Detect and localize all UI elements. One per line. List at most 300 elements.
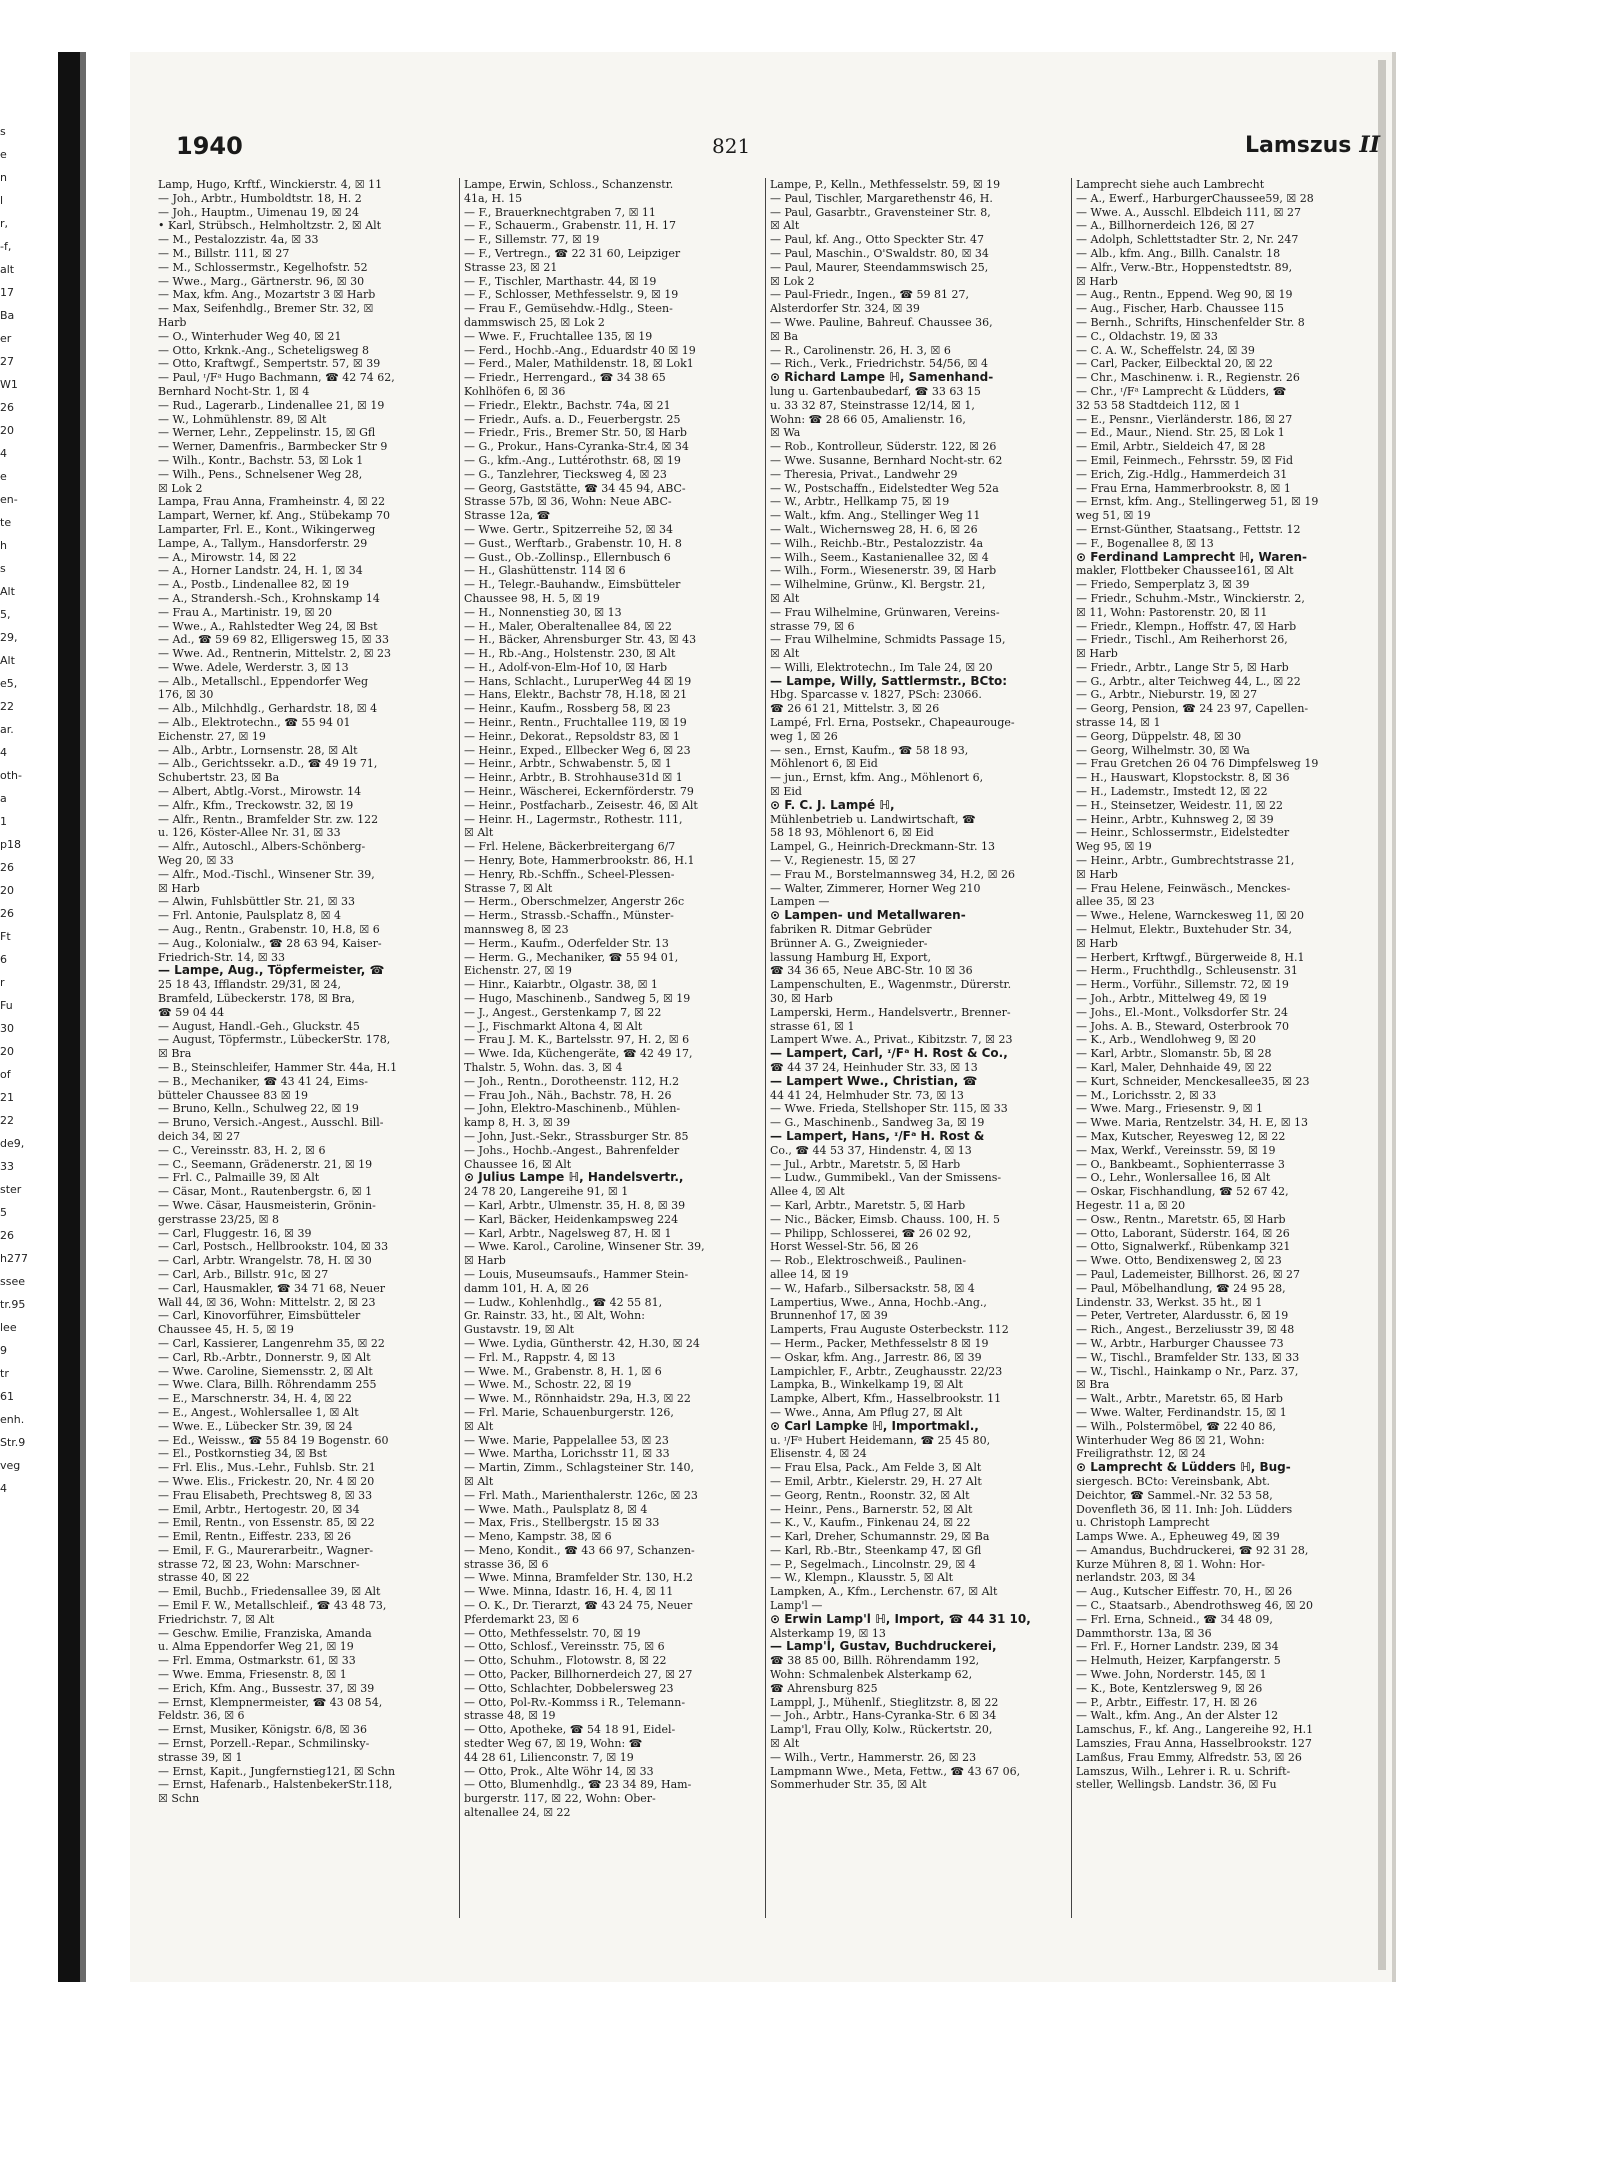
directory-entry: Lamszus, Wilh., Lehrer i. R. u. Schrift- bbox=[1076, 1764, 1291, 1778]
directory-entry: — W., Arbtr., Hellkamp 75, ☒ 19 bbox=[770, 495, 950, 509]
directory-entry: Lampel, G., Heinrich-Dreckmann-Str. 13 bbox=[770, 840, 995, 854]
directory-entry: — W., Postschaffn., Eidelstedter Weg 52a bbox=[770, 481, 999, 495]
directory-entry: • Karl, Strübsch., Helmholtzstr. 2, ☒ Alt bbox=[158, 219, 382, 233]
directory-entry: — Nic., Bäcker, Eimsb. Chauss. 100, H. 5 bbox=[770, 1212, 1000, 1226]
directory-entry: — Wwe. Emma, Friesenstr. 8, ☒ 1 bbox=[158, 1668, 347, 1682]
directory-entry: — Lamp'l, Gustav, Buchdruckerei, bbox=[770, 1640, 997, 1654]
directory-entry: — C., Seemann, Grädenerstr. 21, ☒ 19 bbox=[158, 1157, 373, 1171]
directory-entry: — Johs., El.-Mont., Volksdorfer Str. 24 bbox=[1076, 1005, 1289, 1019]
directory-entry: — Frau J. M. K., Bartelsstr. 97, H. 2, ☒ 6 bbox=[464, 1033, 690, 1047]
directory-entry: Möhlenort 6, ☒ Eid bbox=[770, 757, 878, 771]
directory-entry: — Frau F., Gemüsehdw.-Hdlg., Steen- bbox=[464, 302, 673, 316]
directory-entry: — Otto, Krknk.-Ang., Scheteligsweg 8 bbox=[158, 343, 370, 357]
directory-entry: — Wwe. Caroline, Siemensstr. 2, ☒ Alt bbox=[158, 1364, 373, 1378]
directory-entry: — Friedr., Arbtr., Lange Str 5, ☒ Harb bbox=[1076, 660, 1289, 674]
column-rule bbox=[459, 178, 460, 1918]
book-spine bbox=[58, 52, 80, 1982]
directory-entry: — Wwe. M., Rönnhaidstr. 29a, H.3, ☒ 22 bbox=[464, 1392, 691, 1406]
directory-entry: — Georg, Pension, ☎ 24 23 97, Capellen- bbox=[1076, 702, 1309, 716]
directory-entry: — Karl, Bäcker, Heidenkampsweg 224 bbox=[464, 1212, 679, 1226]
directory-entry: ☒ Ba bbox=[770, 329, 798, 343]
directory-entry: — Alb., Milchhdlg., Gerhardstr. 18, ☒ 4 bbox=[158, 702, 378, 716]
directory-entry: — J., Angest., Gerstenkamp 7, ☒ 22 bbox=[464, 1005, 662, 1019]
facing-page-fragment: 4 bbox=[0, 746, 7, 759]
directory-entry: — Ernst, Hafenarb., HalstenbekerStr.118, bbox=[158, 1778, 393, 1792]
directory-entry: — Wwe. Maria, Rentzelstr. 34, H. E, ☒ 13 bbox=[1076, 1116, 1309, 1130]
directory-entry: — Wwe. Otto, Bendixensweg 2, ☒ 23 bbox=[1076, 1254, 1282, 1268]
directory-entry: — G., kfm.-Ang., Luttérothstr. 68, ☒ 19 bbox=[464, 453, 681, 467]
column-2 bbox=[464, 178, 760, 1918]
facing-page-fragment: r bbox=[0, 976, 5, 989]
directory-entry: — Wilh., Vertr., Hammerstr. 26, ☒ 23 bbox=[770, 1750, 977, 1764]
directory-entry: Lampmann Wwe., Meta, Fettw., ☎ 43 67 06, bbox=[770, 1764, 1021, 1778]
directory-entry: — Wwe. A., Ausschl. Elbdeich 111, ☒ 27 bbox=[1076, 205, 1301, 219]
directory-entry: strasse 72, ☒ 23, Wohn: Marschner- bbox=[158, 1557, 360, 1571]
facing-page-fragment: enh. bbox=[0, 1413, 25, 1426]
directory-entry: — Heinr., Dekorat., Repsoldstr 83, ☒ 1 bbox=[464, 729, 680, 743]
directory-entry: — Heinr., Arbtr., Kuhnsweg 2, ☒ 39 bbox=[1076, 812, 1274, 826]
directory-entry: Lampichler, F., Arbtr., Zeughausstr. 22/23 bbox=[770, 1364, 1003, 1378]
directory-entry: Eichenstr. 27, ☒ 19 bbox=[464, 964, 572, 978]
directory-entry: ☎ 38 85 00, Billh. Röhrendamm 192, bbox=[770, 1654, 980, 1668]
directory-entry: 176, ☒ 30 bbox=[158, 688, 214, 702]
directory-entry: — Paul, Maurer, Steendammswisch 25, bbox=[770, 260, 989, 274]
directory-entry: Lamszies, Frau Anna, Hasselbrookstr. 127 bbox=[1076, 1737, 1312, 1751]
directory-entry: ☒ Alt bbox=[770, 219, 800, 233]
directory-entry: — Frau Helene, Feinwäsch., Menckes- bbox=[1076, 881, 1291, 895]
directory-entry: ⊙ Lampen- und Metallwaren- bbox=[770, 909, 966, 923]
directory-entry: Weg 95, ☒ 19 bbox=[1076, 840, 1152, 854]
directory-entry: — Wwe. Gertr., Spitzerreihe 52, ☒ 34 bbox=[464, 522, 674, 536]
facing-page-fragment: h277 bbox=[0, 1252, 28, 1265]
directory-entry: Dovenfleth 36, ☒ 11. Inh: Joh. Lüdders bbox=[1076, 1502, 1293, 1516]
directory-entry: — Heinr., Arbtr., Gumbrechtstrasse 21, bbox=[1076, 854, 1295, 868]
directory-entry: — Heinr., Kaufm., Rossberg 58, ☒ 23 bbox=[464, 702, 671, 716]
directory-entry: — Wwe. Susanne, Bernhard Nocht-str. 62 bbox=[770, 453, 1003, 467]
directory-entry: — Amandus, Buchdruckerei, ☎ 92 31 28, bbox=[1076, 1543, 1309, 1557]
directory-entry: — Wwe., Helene, Warnckesweg 11, ☒ 20 bbox=[1076, 909, 1304, 923]
directory-entry: — K., V., Kaufm., Finkenau 24, ☒ 22 bbox=[770, 1516, 971, 1530]
facing-page-fragment: n bbox=[0, 171, 7, 184]
directory-entry: — C., Oldachstr. 19, ☒ 33 bbox=[1076, 329, 1218, 343]
directory-entry: — Paul, Maschin., O'Swaldstr. 80, ☒ 34 bbox=[770, 246, 989, 260]
directory-entry: Deichtor, ☎ Sammel.-Nr. 32 53 58, bbox=[1076, 1488, 1273, 1502]
page-header bbox=[176, 132, 1380, 166]
directory-entry: — Otto, Kraftwgf., Sempertstr. 57, ☒ 39 bbox=[158, 357, 381, 371]
directory-entry: — P., Segelmach., Lincolnstr. 29, ☒ 4 bbox=[770, 1557, 976, 1571]
directory-entry: Harb bbox=[158, 315, 187, 329]
directory-entry: — Wwe. Ida, Küchengerätе, ☎ 42 49 17, bbox=[464, 1047, 693, 1061]
directory-entry: ☒ Harb bbox=[1076, 647, 1118, 661]
directory-entry: — Paul, Tischler, Margarethenstr 46, H. bbox=[770, 191, 993, 205]
directory-entry: — Walt., kfm. Ang., An der Alster 12 bbox=[1076, 1709, 1279, 1723]
directory-entry: altenallee 24, ☒ 22 bbox=[464, 1806, 571, 1820]
facing-page-fragment: Alt bbox=[0, 585, 15, 598]
facing-page-fragments bbox=[0, 120, 28, 1940]
directory-entry: — Heinr., Schlossermstr., Eidelstedter bbox=[1076, 826, 1290, 840]
column-3 bbox=[770, 178, 1066, 1918]
directory-entry: ☎ 44 37 24, Heinhuder Str. 33, ☒ 13 bbox=[770, 1061, 978, 1074]
directory-entry: — A., Strandersh.-Sch., Krohnskamp 14 bbox=[158, 591, 380, 605]
directory-entry: — H., Glashüttenstr. 114 ☒ 6 bbox=[464, 564, 626, 578]
directory-entry: — John, Just.-Sekr., Strassburger Str. 85 bbox=[464, 1129, 689, 1143]
facing-page-fragment: Fu bbox=[0, 999, 13, 1012]
facing-page-fragment: 5, bbox=[0, 608, 11, 621]
directory-entry: u. Christoph Lamprecht bbox=[1076, 1516, 1210, 1530]
directory-entry: — Ad., ☎ 59 69 82, Elligersweg 15, ☒ 33 bbox=[158, 633, 389, 647]
directory-entry: burgerstr. 117, ☒ 22, Wohn: Ober- bbox=[464, 1792, 656, 1806]
directory-entry: 30, ☒ Harb bbox=[770, 992, 833, 1006]
directory-entry: Elisenstr. 4, ☒ 24 bbox=[770, 1447, 867, 1461]
directory-entry: — Martin, Zimm., Schlagsteiner Str. 140, bbox=[464, 1461, 694, 1475]
directory-entry: Lindenstr. 33, Werkst. 35 ht., ☒ 1 bbox=[1076, 1295, 1263, 1309]
directory-entry: Strasse 23, ☒ 21 bbox=[464, 260, 558, 274]
directory-entry: — Aug., Kolonialw., ☎ 28 63 94, Kaiser- bbox=[158, 936, 382, 950]
directory-entry: — Otto, Signalwerkf., Rübenkamp 321 bbox=[1076, 1240, 1291, 1254]
directory-entry: — Rob., Elektroschweiß., Paulinen- bbox=[770, 1254, 967, 1268]
directory-entry: ☒ Harb bbox=[158, 881, 200, 895]
directory-entry: — Wwe. Lydia, Güntherstr. 42, H.30, ☒ 24 bbox=[464, 1336, 700, 1350]
directory-entry: — Emil, Arbtr., Kielerstr. 29, H. 27 Alt bbox=[770, 1474, 982, 1488]
facing-page-fragment: 20 bbox=[0, 424, 14, 437]
directory-entry: — W., Tischl., Bramfelder Str. 133, ☒ 33 bbox=[1076, 1350, 1300, 1364]
running-head: Lamszus II bbox=[1244, 132, 1380, 158]
directory-entry: — jun., Ernst, kfm. Ang., Möhlenort 6, bbox=[770, 771, 984, 785]
directory-entry: — Karl, Arbtr., Slomanstr. 5b, ☒ 28 bbox=[1076, 1047, 1272, 1061]
directory-entry: — Meno, Kondit., ☎ 43 66 97, Schanzen- bbox=[464, 1543, 695, 1557]
facing-page-fragment: 5 bbox=[0, 1206, 7, 1219]
directory-entry: Allee 4, ☒ Alt bbox=[770, 1185, 845, 1199]
directory-entry: — Heinr., Postfacharb., Zeisestr. 46, ☒ Alt bbox=[464, 798, 698, 812]
directory-entry: — Alfr., Mod.-Tischl., Winsener Str. 39, bbox=[158, 867, 375, 881]
directory-entry: — Carl, Arb., Billstr. 91c, ☒ 27 bbox=[158, 1267, 329, 1281]
directory-entry: — Alfr., Kfm., Treckowstr. 32, ☒ 19 bbox=[158, 798, 354, 812]
directory-entry: — F., Brauerknechtgraben 7, ☒ 11 bbox=[464, 205, 656, 219]
directory-entry: — Paul, Möbelhandlung, ☎ 24 95 28, bbox=[1076, 1281, 1286, 1295]
directory-entry: — Geschw. Emilie, Franziska, Amanda bbox=[158, 1626, 372, 1640]
directory-entry: — August, Handl.-Geh., Gluckstr. 45 bbox=[158, 1019, 360, 1033]
facing-page-fragment: tr 61 bbox=[0, 1367, 14, 1403]
directory-entry: — Emil F. W., Metallschleif., ☎ 43 48 73, bbox=[158, 1599, 387, 1613]
directory-entry: — Emil, F. G., Maurerarbeitr., Wagner- bbox=[158, 1543, 374, 1557]
directory-entry: — H., Telegr.-Bauhandw., Eimsbütteler bbox=[464, 578, 681, 592]
directory-entry: — H., Steinsetzer, Weidestr. 11, ☒ 22 bbox=[1076, 798, 1284, 812]
directory-entry: — Wwe. Pauline, Bahreuf. Chaussee 36, bbox=[770, 315, 993, 329]
directory-entry: — Paul, Gasarbtr., Gravensteiner Str. 8, bbox=[770, 205, 991, 219]
directory-entry: Kohlhöfen 6, ☒ 36 bbox=[464, 384, 566, 398]
directory-entry: — Alb., Gerichtssekr. a.D., ☎ 49 19 71, bbox=[158, 757, 378, 771]
directory-entry: — Wwe. Cäsar, Hausmeisterin, Grönin- bbox=[158, 1198, 376, 1212]
directory-entry: — Ernst, Musiker, Königstr. 6/8, ☒ 36 bbox=[158, 1723, 368, 1737]
facing-page-fragment: e bbox=[0, 148, 7, 161]
directory-entry: — Frau A., Martinistr. 19, ☒ 20 bbox=[158, 605, 333, 619]
directory-entry: — Kurt, Schneider, Menckesallee35, ☒ 23 bbox=[1076, 1074, 1310, 1088]
directory-entry: — Paul, Lademeister, Billhorst. 26, ☒ 27 bbox=[1076, 1267, 1301, 1281]
directory-entry: Strasse 12a, ☎ bbox=[464, 509, 551, 523]
directory-entry: strasse 48, ☒ 19 bbox=[464, 1709, 556, 1723]
facing-page-fragment: Ba bbox=[0, 309, 15, 322]
directory-entry: — H., Lademstr., Imstedt 12, ☒ 22 bbox=[1076, 785, 1268, 799]
directory-entry: Friedrichstr. 7, ☒ Alt bbox=[158, 1612, 275, 1626]
directory-entry: — Carl, Fluggestr. 16, ☒ 39 bbox=[158, 1226, 312, 1240]
facing-page-fragment: s bbox=[0, 125, 6, 138]
directory-entry: — A., Horner Landstr. 24, H. 1, ☒ 34 bbox=[158, 564, 363, 578]
directory-entry: — Aug., Rentn., Grabenstr. 10, H.8, ☒ 6 bbox=[158, 923, 380, 937]
directory-entry: u. 33 32 87, Steinstrasse 12/14, ☒ 1, bbox=[770, 398, 975, 412]
directory-entry: Wall 44, ☒ 36, Wohn: Mittelstr. 2, ☒ 23 bbox=[158, 1295, 376, 1309]
directory-entry: Thalstr. 5, Wohn. das. 3, ☒ 4 bbox=[464, 1061, 623, 1074]
directory-entry: ☎ 59 04 44 bbox=[158, 1005, 225, 1019]
directory-entry: — Aug., Kutscher Eiffestr. 70, H., ☒ 26 bbox=[1076, 1585, 1293, 1599]
directory-entry: gerstrasse 23/25, ☒ 8 bbox=[158, 1212, 280, 1226]
facing-page-fragment: p18 bbox=[0, 838, 21, 851]
directory-entry: Brunnenhof 17, ☒ 39 bbox=[770, 1309, 888, 1323]
directory-entry: 44 41 24, Helmhuder Str. 73, ☒ 13 bbox=[770, 1088, 964, 1102]
directory-entry: — Johs. A. B., Steward, Osterbrook 70 bbox=[1076, 1019, 1290, 1033]
facing-page-fragment: 1 bbox=[0, 815, 7, 828]
directory-entry: — Frau Erna, Hammerbrookstr. 8, ☒ 1 bbox=[1076, 481, 1291, 495]
directory-entry: Hegestr. 11 a, ☒ 20 bbox=[1076, 1198, 1186, 1212]
directory-entry: — Alwin, Fuhlsbüttler Str. 21, ☒ 33 bbox=[158, 895, 356, 909]
directory-entry: — Herm., Vorführ., Sillemstr. 72, ☒ 19 bbox=[1076, 978, 1289, 992]
directory-entry: — Henry, Rb.-Schffn., Scheel-Plessen- bbox=[464, 867, 675, 881]
column-rule bbox=[1071, 178, 1072, 1918]
directory-entry: — K., Arb., Wendlohweg 9, ☒ 20 bbox=[1076, 1033, 1257, 1047]
directory-entry: makler, Flottbeker Chaussee161, ☒ Alt bbox=[1076, 564, 1294, 578]
directory-entry: — Karl, Arbtr., Nagelsweg 87, H. ☒ 1 bbox=[464, 1226, 672, 1240]
directory-entry: dammswisch 25, ☒ Lok 2 bbox=[464, 315, 605, 329]
directory-entry: strasse 79, ☒ 6 bbox=[770, 619, 855, 633]
directory-entry: — Heinr., Wäscherei, Eckernförderstr. 79 bbox=[464, 785, 694, 799]
directory-entry: — Friedr., Elektr., Bachstr. 74a, ☒ 21 bbox=[464, 398, 671, 412]
directory-entry: — Otto, Laborant, Süderstr. 164, ☒ 26 bbox=[1076, 1226, 1290, 1240]
directory-entry: strasse 36, ☒ 6 bbox=[464, 1557, 549, 1571]
directory-entry: — Joh., Arbtr., Mittelweg 49, ☒ 19 bbox=[1076, 992, 1267, 1006]
directory-entry: — Wwe. John, Norderstr. 145, ☒ 1 bbox=[1076, 1668, 1267, 1682]
directory-entry: — C. A. W., Scheffelstr. 24, ☒ 39 bbox=[1076, 343, 1255, 357]
directory-entry: — Otto, Schlachter, Dobbelersweg 23 bbox=[464, 1681, 674, 1695]
directory-entry: u. 126, Köster-Allee Nr. 31, ☒ 33 bbox=[158, 826, 341, 840]
directory-entry: — Joh., Rentn., Dorotheenstr. 112, H.2 bbox=[464, 1074, 680, 1088]
facing-page-fragment: l bbox=[0, 194, 4, 207]
column-1 bbox=[158, 178, 454, 1918]
directory-entry: Strasse 57b, ☒ 36, Wohn: Neue ABC- bbox=[464, 495, 672, 509]
directory-entry: — Wilh., Pens., Schnelsener Weg 28, bbox=[158, 467, 363, 481]
page-number: 821 bbox=[712, 134, 751, 158]
facing-page-fragment: lee 9 bbox=[0, 1321, 17, 1357]
directory-entry: — A., Postb., Lindenallee 82, ☒ 19 bbox=[158, 578, 350, 592]
directory-entry: ☒ Alt bbox=[770, 591, 800, 605]
directory-entry: Winterhuder Weg 86 ☒ 21, Wohn: bbox=[1076, 1433, 1265, 1447]
directory-entry: ⊙ Erwin Lamp'l ℍ, Import, ☎ 44 31 10, bbox=[770, 1612, 1031, 1626]
directory-entry: — Wilh., Seem., Kastanienallee 32, ☒ 4 bbox=[770, 550, 989, 564]
facing-page-fragment: Str.9 bbox=[0, 1436, 26, 1449]
facing-page-fragment: 20 bbox=[0, 884, 14, 897]
column-rule bbox=[765, 178, 766, 1918]
directory-entry: — Friedr., Schuhm.-Mstr., Winckierstr. 2, bbox=[1076, 591, 1305, 605]
directory-entry: — Heinr., Pens., Barnerstr. 52, ☒ Alt bbox=[770, 1502, 973, 1516]
directory-entry: — Lampert Wwe., Christian, ☎ bbox=[770, 1074, 978, 1088]
directory-entry: ☒ Harb bbox=[464, 1254, 506, 1268]
directory-entry: — Emil, Arbtr., Sieldeich 47, ☒ 28 bbox=[1076, 440, 1266, 454]
directory-entry: — Rud., Lagerarb., Lindenallee 21, ☒ 19 bbox=[158, 398, 385, 412]
facing-page-fragment: ar. bbox=[0, 723, 14, 736]
directory-entry: — Friedo, Semperplatz 3, ☒ 39 bbox=[1076, 578, 1250, 592]
directory-entry: ⊙ Lamprecht & Lüdders ℍ, Bug- bbox=[1076, 1461, 1291, 1475]
directory-entry: Lamperski, Herm., Handelsvertr., Brenner- bbox=[770, 1005, 1011, 1019]
directory-entry: — J., Fischmarkt Altona 4, ☒ Alt bbox=[464, 1019, 643, 1033]
directory-entry: — Ludw., Kohlenhdlg., ☎ 42 55 81, bbox=[464, 1295, 663, 1309]
directory-entry: damm 101, H. A, ☒ 26 bbox=[464, 1281, 589, 1295]
directory-entry: Bramfeld, Lübeckerstr. 178, ☒ Bra, bbox=[158, 992, 355, 1006]
directory-entry: — Wilh., Polstermöbel, ☎ 22 40 86, bbox=[1076, 1419, 1276, 1433]
directory-entry: Lampenschulten, E., Wagenmstr., Dürerstr. bbox=[770, 978, 1012, 992]
directory-entry: — O., Bankbeamt., Sophienterrasse 3 bbox=[1076, 1157, 1285, 1171]
directory-entry: — Otto, Apotheke, ☎ 54 18 91, Eidel- bbox=[464, 1723, 676, 1737]
directory-entry: — K., Bote, Kentzlersweg 9, ☒ 26 bbox=[1076, 1681, 1263, 1695]
directory-entry: — Joh., Arbtr., Humboldtstr. 18, H. 2 bbox=[158, 191, 362, 205]
directory-entry: — Carl, Arbtr. Wrangelstr. 78, H. ☒ 30 bbox=[158, 1254, 372, 1268]
directory-entry: — Alfr., Rentn., Bramfelder Str. zw. 122 bbox=[158, 812, 379, 826]
directory-entry: — Alfr., Autoschl., Albers-Schönberg- bbox=[158, 840, 366, 854]
directory-entry: ☒ Alt bbox=[464, 1419, 494, 1433]
directory-entry: ☒ Bra bbox=[1076, 1378, 1110, 1392]
directory-entry: — Frl. Elis., Mus.-Lehr., Fuhlsb. Str. 21 bbox=[158, 1461, 376, 1475]
directory-entry: — G., Maschinenb., Sandweg 3a, ☒ 19 bbox=[770, 1116, 985, 1130]
directory-entry: — Emil, Arbtr., Hertogestr. 20, ☒ 34 bbox=[158, 1502, 360, 1516]
directory-entry: — Wwe. F., Fruchtallee 135, ☒ 19 bbox=[464, 329, 653, 343]
directory-entry: — A., Mirowstr. 14, ☒ 22 bbox=[158, 550, 297, 564]
directory-entry: — Adolph, Schlettstadter Str. 2, Nr. 247 bbox=[1076, 233, 1299, 247]
directory-entry: — G., Arbtr., Nieburstr. 19, ☒ 27 bbox=[1076, 688, 1258, 702]
directory-entry: — Heinr. H., Lagermstr., Rothestr. 111, bbox=[464, 812, 683, 826]
directory-entry: — Ferd., Hochb.-Ang., Eduardstr 40 ☒ 19 bbox=[464, 343, 696, 357]
directory-entry: Lamprecht siehe auch Lambrecht bbox=[1076, 178, 1265, 191]
directory-entry: — Walt., Wichernsweg 28, H. 6, ☒ 26 bbox=[770, 522, 978, 536]
directory-entry: — Alfr., Verw.-Btr., Hoppenstedtstr. 89, bbox=[1076, 260, 1293, 274]
directory-entry: Lamps Wwe. A., Epheuweg 49, ☒ 39 bbox=[1076, 1530, 1280, 1544]
directory-entry: Gustavstr. 19, ☒ Alt bbox=[464, 1323, 575, 1337]
facing-page-fragment: tr.95 bbox=[0, 1298, 26, 1311]
directory-entry: — Walt., kfm. Ang., Stellinger Weg 11 bbox=[770, 509, 981, 523]
directory-entry: Dammthorstr. 13a, ☒ 36 bbox=[1076, 1626, 1212, 1640]
directory-entry: — E., Marschnerstr. 34, H. 4, ☒ 22 bbox=[158, 1392, 352, 1406]
directory-entry: Brünner A. G., Zweignieder- bbox=[770, 936, 928, 950]
directory-entry: — Philipp, Schlosserei, ☎ 26 02 92, bbox=[770, 1226, 972, 1240]
directory-entry: — Chr., Maschinenw. i. R., Regienstr. 26 bbox=[1076, 371, 1300, 385]
directory-entry: steller, Wellingsb. Landstr. 36, ☒ Fu bbox=[1076, 1778, 1277, 1792]
directory-entry: ⊙ Richard Lampe ℍ, Samenhand- bbox=[770, 371, 994, 385]
facing-page-fragment: er bbox=[0, 332, 12, 345]
directory-entry: Schubertstr. 23, ☒ Ba bbox=[158, 771, 280, 785]
directory-entry: ⊙ Carl Lampke ℍ, Importmakl., bbox=[770, 1419, 979, 1433]
directory-entry: 41a, H. 15 bbox=[464, 191, 523, 205]
directory-entry: Wohn: Schmalenbek Alsterkamp 62, bbox=[770, 1668, 973, 1682]
directory-entry: — R., Carolinenstr. 26, H. 3, ☒ 6 bbox=[770, 343, 951, 357]
directory-entry: Lamp'l — bbox=[770, 1599, 823, 1613]
facing-page-fragment: oth- bbox=[0, 769, 22, 782]
directory-entry: — Otto, Methfesselstr. 70, ☒ 19 bbox=[464, 1626, 641, 1640]
directory-entry: — Wwe. Marie, Pappelallee 53, ☒ 23 bbox=[464, 1433, 669, 1447]
facing-page-fragment: Ft bbox=[0, 930, 11, 943]
directory-entry: ☎ 26 61 21, Mittelstr. 3, ☒ 26 bbox=[770, 702, 940, 716]
directory-entry: Sommerhuder Str. 35, ☒ Alt bbox=[770, 1778, 927, 1792]
directory-entry: — Emil, Rentn., Eiffestr. 233, ☒ 26 bbox=[158, 1530, 352, 1544]
directory-entry: — B., Steinschleifer, Hammer Str. 44a, H.1 bbox=[158, 1061, 398, 1074]
directory-entry: — Herbert, Krftwgf., Bürgerweide 8, H.1 bbox=[1076, 950, 1305, 964]
directory-entry: u. Alma Eppendorfer Weg 21, ☒ 19 bbox=[158, 1640, 354, 1654]
directory-entry: u. ᶦ/Fᵃ Hubert Heidemann, ☎ 25 45 80, bbox=[770, 1433, 991, 1447]
directory-entry: — Frl. Emma, Ostmarkstr. 61, ☒ 33 bbox=[158, 1654, 356, 1668]
directory-entry: Alsterkamp 19, ☒ 13 bbox=[770, 1626, 886, 1640]
directory-entry: strasse 14, ☒ 1 bbox=[1076, 716, 1161, 730]
directory-entry: — Lampert, Hans, ᶦ/Fᵃ H. Rost & bbox=[770, 1129, 985, 1143]
directory-entry: ☒ Schn bbox=[158, 1792, 200, 1806]
directory-entry: — Paul, ᶦ/Fᵃ Hugo Bachmann, ☎ 42 74 62, bbox=[158, 371, 395, 385]
directory-entry: — C., Vereinsstr. 83, H. 2, ☒ 6 bbox=[158, 1143, 326, 1157]
directory-entry: — Frau Wilhelmine, Grünwaren, Vereins- bbox=[770, 605, 1000, 619]
directory-entry: 25 18 43, Ifflandstr. 29/31, ☒ 24, bbox=[158, 978, 341, 992]
directory-entry: — John, Elektro-Maschinenb., Mühlen- bbox=[464, 1102, 681, 1116]
directory-entry: — E., Pensnr., Vierländerstr. 186, ☒ 27 bbox=[1076, 412, 1293, 426]
directory-entry: — G., Tanzlehrer, Tiecksweg 4, ☒ 23 bbox=[464, 467, 667, 481]
directory-entry: — Willi, Elektrotechn., Im Tale 24, ☒ 20 bbox=[770, 660, 993, 674]
facing-page-fragment: 22 bbox=[0, 700, 14, 713]
directory-entry: Horst Wessel-Str. 56, ☒ 26 bbox=[770, 1240, 919, 1254]
directory-entry: lassung Hamburg ℍ, Export, bbox=[770, 950, 932, 964]
page-year: 1940 bbox=[176, 132, 243, 160]
directory-entry: — Ernst, Porzell.-Repar., Schmilinsky- bbox=[158, 1737, 370, 1751]
directory-entry: — F., Vertregn., ☎ 22 31 60, Leipziger bbox=[464, 246, 681, 260]
directory-entry: ⊙ Ferdinand Lamprecht ℍ, Waren- bbox=[1076, 550, 1307, 564]
directory-entry: — Wilhelmine, Grünw., Kl. Bergstr. 21, bbox=[770, 578, 986, 592]
directory-entry: ☒ Wa bbox=[770, 426, 801, 440]
directory-entry: 32 53 58 Stadtdeich 112, ☒ 1 bbox=[1076, 398, 1241, 412]
directory-entry: — Herm., Kaufm., Oderfelder Str. 13 bbox=[464, 936, 669, 950]
directory-entry: — Emil, Rentn., von Essenstr. 85, ☒ 22 bbox=[158, 1516, 375, 1530]
directory-entry: Chaussee 45, H. 5, ☒ 19 bbox=[158, 1323, 294, 1337]
directory-entry: — O., Winterhuder Weg 40, ☒ 21 bbox=[158, 329, 342, 343]
directory-entry: — Karl, Dreher, Schumannstr. 29, ☒ Ba bbox=[770, 1530, 990, 1544]
directory-entry: — Paul-Friedr., Ingen., ☎ 59 81 27, bbox=[770, 288, 970, 302]
directory-entry: bütteler Chaussee 83 ☒ 19 bbox=[158, 1088, 309, 1102]
directory-entry: — P., Arbtr., Eiffestr. 17, H. ☒ 26 bbox=[1076, 1695, 1258, 1709]
directory-entry: — Hinr., Kaiarbtr., Olgastr. 38, ☒ 1 bbox=[464, 978, 658, 992]
directory-entry: Co., ☎ 44 53 37, Hindenstr. 4, ☒ 13 bbox=[770, 1143, 972, 1157]
directory-entry: — Wwe. Frieda, Stellshoper Str. 115, ☒ 33 bbox=[770, 1102, 1008, 1116]
directory-entry: — A., Billhornerdeich 126, ☒ 27 bbox=[1076, 219, 1255, 233]
directory-entry: ☒ Bra bbox=[158, 1047, 192, 1061]
directory-entry: — Wwe. Marg., Friesenstr. 9, ☒ 1 bbox=[1076, 1102, 1263, 1116]
directory-entry: — Frau Elisabeth, Prechtsweg 8, ☒ 33 bbox=[158, 1488, 373, 1502]
directory-entry: — Gust., Werftarb., Grabenstr. 10, H. 8 bbox=[464, 536, 682, 550]
directory-entry: — Otto, Schuhm., Flotowstr. 8, ☒ 22 bbox=[464, 1654, 667, 1668]
directory-entry: — Cäsar, Mont., Rautenbergstr. 6, ☒ 1 bbox=[158, 1185, 373, 1199]
directory-entry: — Osw., Rentn., Maretstr. 65, ☒ Harb bbox=[1076, 1212, 1286, 1226]
directory-entry: — Joh., Hauptm., Uimenau 19, ☒ 24 bbox=[158, 205, 360, 219]
directory-entry: ☒ Harb bbox=[1076, 867, 1118, 881]
directory-entry: ☒ Eid bbox=[770, 785, 802, 799]
directory-entry: — W., Klempn., Klausstr. 5, ☒ Alt bbox=[770, 1571, 954, 1585]
directory-entry: — H., Hauswart, Klopstockstr. 8, ☒ 36 bbox=[1076, 771, 1290, 785]
directory-entry: — Helmuth, Heizer, Karpfangerstr. 5 bbox=[1076, 1654, 1281, 1668]
directory-entry: — Ferd., Maler, Mathildenstr. 18, ☒ Lok1 bbox=[464, 357, 694, 371]
directory-entry: — O. K., Dr. Tierarzt, ☎ 43 24 75, Neuer bbox=[464, 1599, 693, 1613]
directory-entry: — Wwe. Ad., Rentnerin, Mittelstr. 2, ☒ 23 bbox=[158, 647, 392, 661]
facing-page-fragment: en- bbox=[0, 493, 18, 506]
directory-entry: — F., Schauerm., Grabenstr. 11, H. 17 bbox=[464, 219, 676, 233]
directory-entry: — Ernst-Günther, Staatsang., Fettstr. 12 bbox=[1076, 522, 1301, 536]
